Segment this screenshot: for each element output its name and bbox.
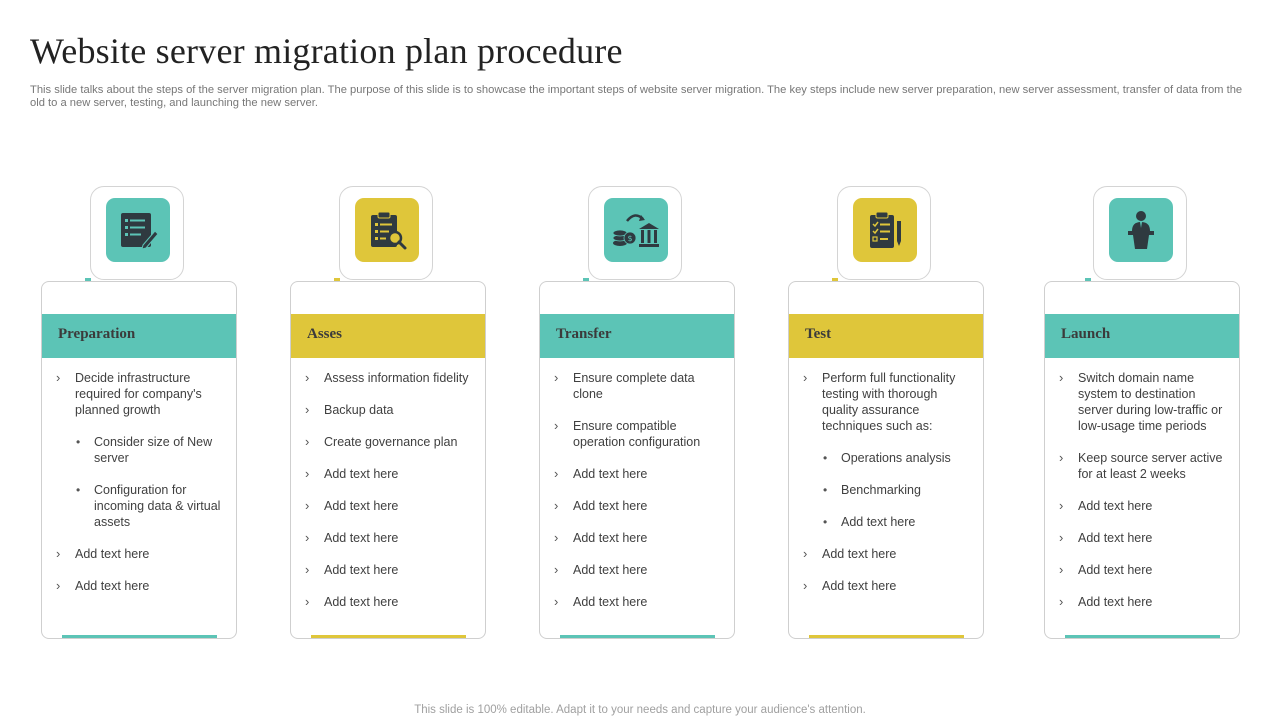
list-item: › Add text here: [540, 594, 734, 610]
card-bottom-accent: [311, 635, 466, 638]
sub-list-item: • Consider size of New server: [42, 434, 236, 466]
sub-list-item: • Operations analysis: [789, 450, 983, 466]
icon-frame: [837, 186, 931, 280]
list-item: › Create governance plan: [291, 434, 485, 450]
list-item: › Add text here: [291, 498, 485, 514]
icon-tile: [1109, 198, 1173, 262]
step-test: [788, 186, 984, 639]
list-item: › Add text here: [1045, 530, 1239, 546]
list-item: › Ensure complete data clone: [540, 370, 734, 402]
list-item: › Add text here: [540, 562, 734, 578]
step-label: Transfer: [556, 326, 612, 342]
list-item: › Add text here: [540, 466, 734, 482]
coins-bank-transfer-icon: [611, 209, 661, 251]
step-asses: [290, 186, 486, 639]
list-item: › Perform full functionality testing with thorough quality assurance techniques such as:: [789, 370, 983, 434]
step-card: [788, 281, 984, 639]
list-item: › Add text here: [540, 530, 734, 546]
card-bottom-accent: [809, 635, 964, 638]
list-item: › Add text here: [1045, 498, 1239, 514]
step-card: [41, 281, 237, 639]
clipboard-search-icon: [366, 209, 408, 251]
icon-tile: [853, 198, 917, 262]
icon-tile: [604, 198, 668, 262]
step-header-band: [540, 314, 734, 358]
list-item: › Add text here: [291, 466, 485, 482]
step-label: Preparation: [58, 326, 136, 342]
step-card: [290, 281, 486, 639]
list-item: › Add text here: [42, 546, 236, 562]
icon-tile: [106, 198, 170, 262]
step-label: Test: [805, 326, 832, 342]
page-title: Website server migration plan procedure: [30, 31, 623, 71]
list-item: › Ensure compatible operation configuration: [540, 418, 734, 450]
list-item: › Add text here: [789, 578, 983, 594]
card-bottom-accent: [62, 635, 217, 638]
speaker-podium-icon: [1120, 209, 1162, 251]
card-bottom-accent: [560, 635, 715, 638]
step-label: Launch: [1061, 326, 1111, 342]
svg-text:$: $: [627, 234, 633, 243]
list-item: › Add text here: [1045, 594, 1239, 610]
list-item: › Add text here: [291, 562, 485, 578]
checklist-document-icon: [117, 209, 159, 251]
list-item: › Keep source server active for at least 2 weeks: [1045, 450, 1239, 482]
icon-frame: [90, 186, 184, 280]
icon-frame: [588, 186, 682, 280]
list-item: › Switch domain name system to destination server during low-traffic or low-usage time periods: [1045, 370, 1239, 434]
list-item: › Backup data: [291, 402, 485, 418]
step-items: [1045, 370, 1239, 626]
list-item: › Add text here: [291, 594, 485, 610]
checklist-clipboard-pen-icon: [864, 209, 906, 251]
step-items: [789, 370, 983, 610]
step-preparation: [41, 186, 237, 639]
step-items: [540, 370, 734, 626]
icon-frame: [1093, 186, 1187, 280]
step-header-band: [291, 314, 485, 358]
step-header-band: [1045, 314, 1239, 358]
step-items: [291, 370, 485, 626]
list-item: › Add text here: [789, 546, 983, 562]
list-item: › Decide infrastructure required for company's planned growth: [42, 370, 236, 418]
step-card: [1044, 281, 1240, 639]
step-header-band: [789, 314, 983, 358]
card-bottom-accent: [1065, 635, 1220, 638]
list-item: › Add text here: [540, 498, 734, 514]
step-label: Asses: [307, 326, 343, 342]
step-header-band: [42, 314, 236, 358]
list-item: › Add text here: [1045, 562, 1239, 578]
step-card: [539, 281, 735, 639]
sub-list-item: • Add text here: [789, 514, 983, 530]
sub-list-item: • Benchmarking: [789, 482, 983, 498]
step-transfer: [539, 186, 735, 639]
list-item: › Add text here: [291, 530, 485, 546]
icon-frame: [339, 186, 433, 280]
icon-tile: [355, 198, 419, 262]
footer-note: This slide is 100% editable. Adapt it to your needs and capture your audience's attention.: [414, 704, 866, 716]
step-items: [42, 370, 236, 610]
list-item: › Add text here: [42, 578, 236, 594]
sub-list-item: • Configuration for incoming data & virtual assets: [42, 482, 236, 530]
list-item: › Assess information fidelity: [291, 370, 485, 386]
page-description: This slide talks about the steps of the server migration plan. The purpose of this slide is to showcase the important steps of website server migration. The key steps include new server preparation, new server assessment, transfer of data from the old to a new server, testing, and launching the new server.: [30, 84, 1243, 109]
step-launch: [1044, 186, 1240, 639]
